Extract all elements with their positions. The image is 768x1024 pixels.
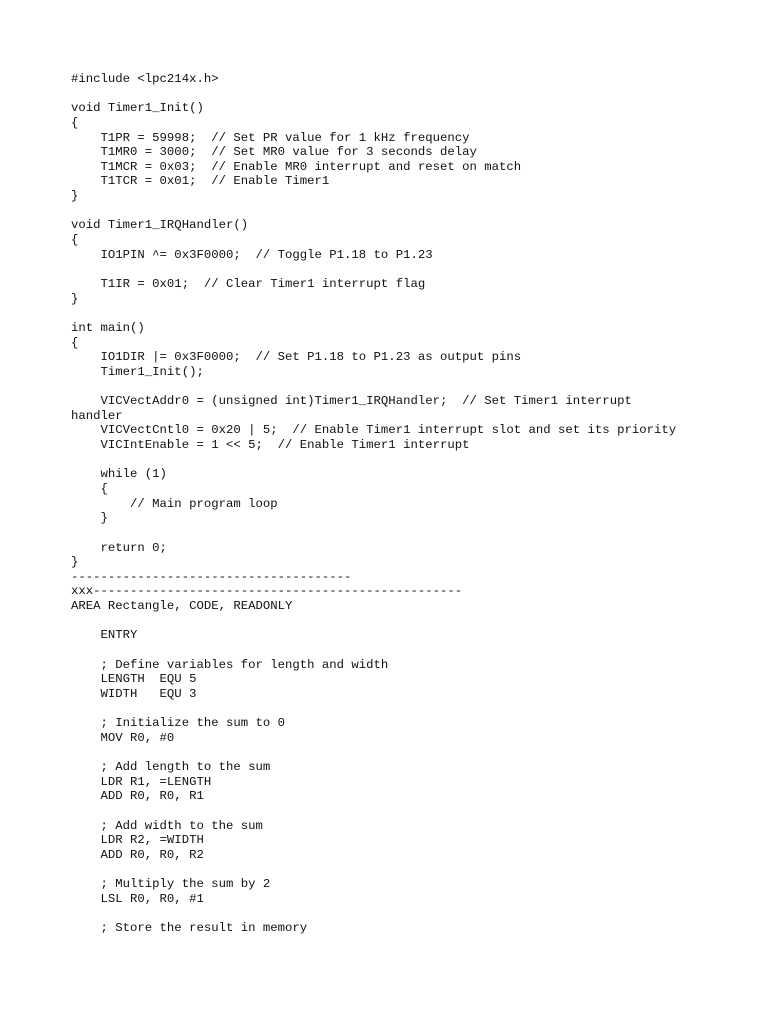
code-line: T1TCR = 0x01; // Enable Timer1 — [71, 174, 330, 189]
code-line — [71, 204, 676, 219]
code-line — [71, 306, 676, 321]
code-line: -------------------------------------- — [71, 569, 352, 584]
code-line: ; Add width to the sum — [71, 818, 263, 833]
code-line: ; Initialize the sum to 0 — [71, 716, 286, 731]
code-line: VICVectAddr0 = (unsigned int)Timer1_IRQHandler; // Set Timer1 interrupt — [71, 394, 632, 409]
code-line — [71, 379, 676, 394]
code-line: AREA Rectangle, CODE, READONLY — [71, 599, 293, 614]
code-line: { — [71, 335, 79, 350]
code-line: ; Store the result in memory — [71, 921, 308, 936]
code-line: { — [71, 481, 108, 496]
code-line: IO1PIN ^= 0x3F0000; // Toggle P1.18 to P1.23 — [71, 247, 433, 262]
code-line: int main() — [71, 320, 145, 335]
code-line: return 0; — [71, 540, 167, 555]
code-line: T1MCR = 0x03; // Enable MR0 interrupt and reset on match — [71, 159, 522, 174]
code-line: xxx-------------------------------------------------- — [71, 584, 463, 599]
code-line: ADD R0, R0, R2 — [71, 847, 204, 862]
code-line: ; Multiply the sum by 2 — [71, 877, 271, 892]
code-line — [71, 745, 676, 760]
code-line: LSL R0, R0, #1 — [71, 891, 204, 906]
code-line: { — [71, 233, 79, 248]
code-line: LENGTH EQU 5 — [71, 672, 197, 687]
code-line: } — [71, 511, 108, 526]
code-line: { — [71, 115, 79, 130]
code-line — [71, 526, 676, 541]
code-line: WIDTH EQU 3 — [71, 686, 197, 701]
code-line — [71, 907, 676, 922]
code-line: } — [71, 555, 79, 570]
code-line: IO1DIR |= 0x3F0000; // Set P1.18 to P1.23 as output pins — [71, 350, 522, 365]
code-line: } — [71, 189, 79, 204]
code-line — [71, 643, 676, 658]
code-line: ; Add length to the sum — [71, 760, 271, 775]
code-line — [71, 87, 676, 102]
code-line: void Timer1_IRQHandler() — [71, 218, 249, 233]
code-line: T1IR = 0x01; // Clear Timer1 interrupt flag — [71, 276, 426, 291]
code-line: T1MR0 = 3000; // Set MR0 value for 3 seconds delay — [71, 145, 477, 160]
code-line: while (1) — [71, 467, 167, 482]
code-listing — [71, 72, 676, 936]
code-line — [71, 262, 676, 277]
code-line: LDR R2, =WIDTH — [71, 833, 204, 848]
code-line: LDR R1, =LENGTH — [71, 774, 212, 789]
code-line: VICIntEnable = 1 << 5; // Enable Timer1 interrupt — [71, 438, 470, 453]
code-line: } — [71, 291, 79, 306]
code-line: T1PR = 59998; // Set PR value for 1 kHz frequency — [71, 130, 470, 145]
code-line: #include <lpc214x.h> — [71, 72, 219, 86]
code-line — [71, 614, 676, 629]
code-line — [71, 702, 676, 717]
code-line — [71, 804, 676, 819]
code-line — [71, 863, 676, 878]
code-line: handler — [71, 408, 123, 423]
code-line: // Main program loop — [71, 496, 278, 511]
code-line: Timer1_Init(); — [71, 364, 204, 379]
code-line: ENTRY — [71, 628, 138, 643]
code-line: ; Define variables for length and width — [71, 657, 389, 672]
code-line: void Timer1_Init() — [71, 101, 204, 116]
code-line: ADD R0, R0, R1 — [71, 789, 204, 804]
code-line: MOV R0, #0 — [71, 730, 175, 745]
code-line: VICVectCntl0 = 0x20 | 5; // Enable Timer1 interrupt slot and set its priority — [71, 423, 677, 438]
code-line — [71, 453, 676, 468]
